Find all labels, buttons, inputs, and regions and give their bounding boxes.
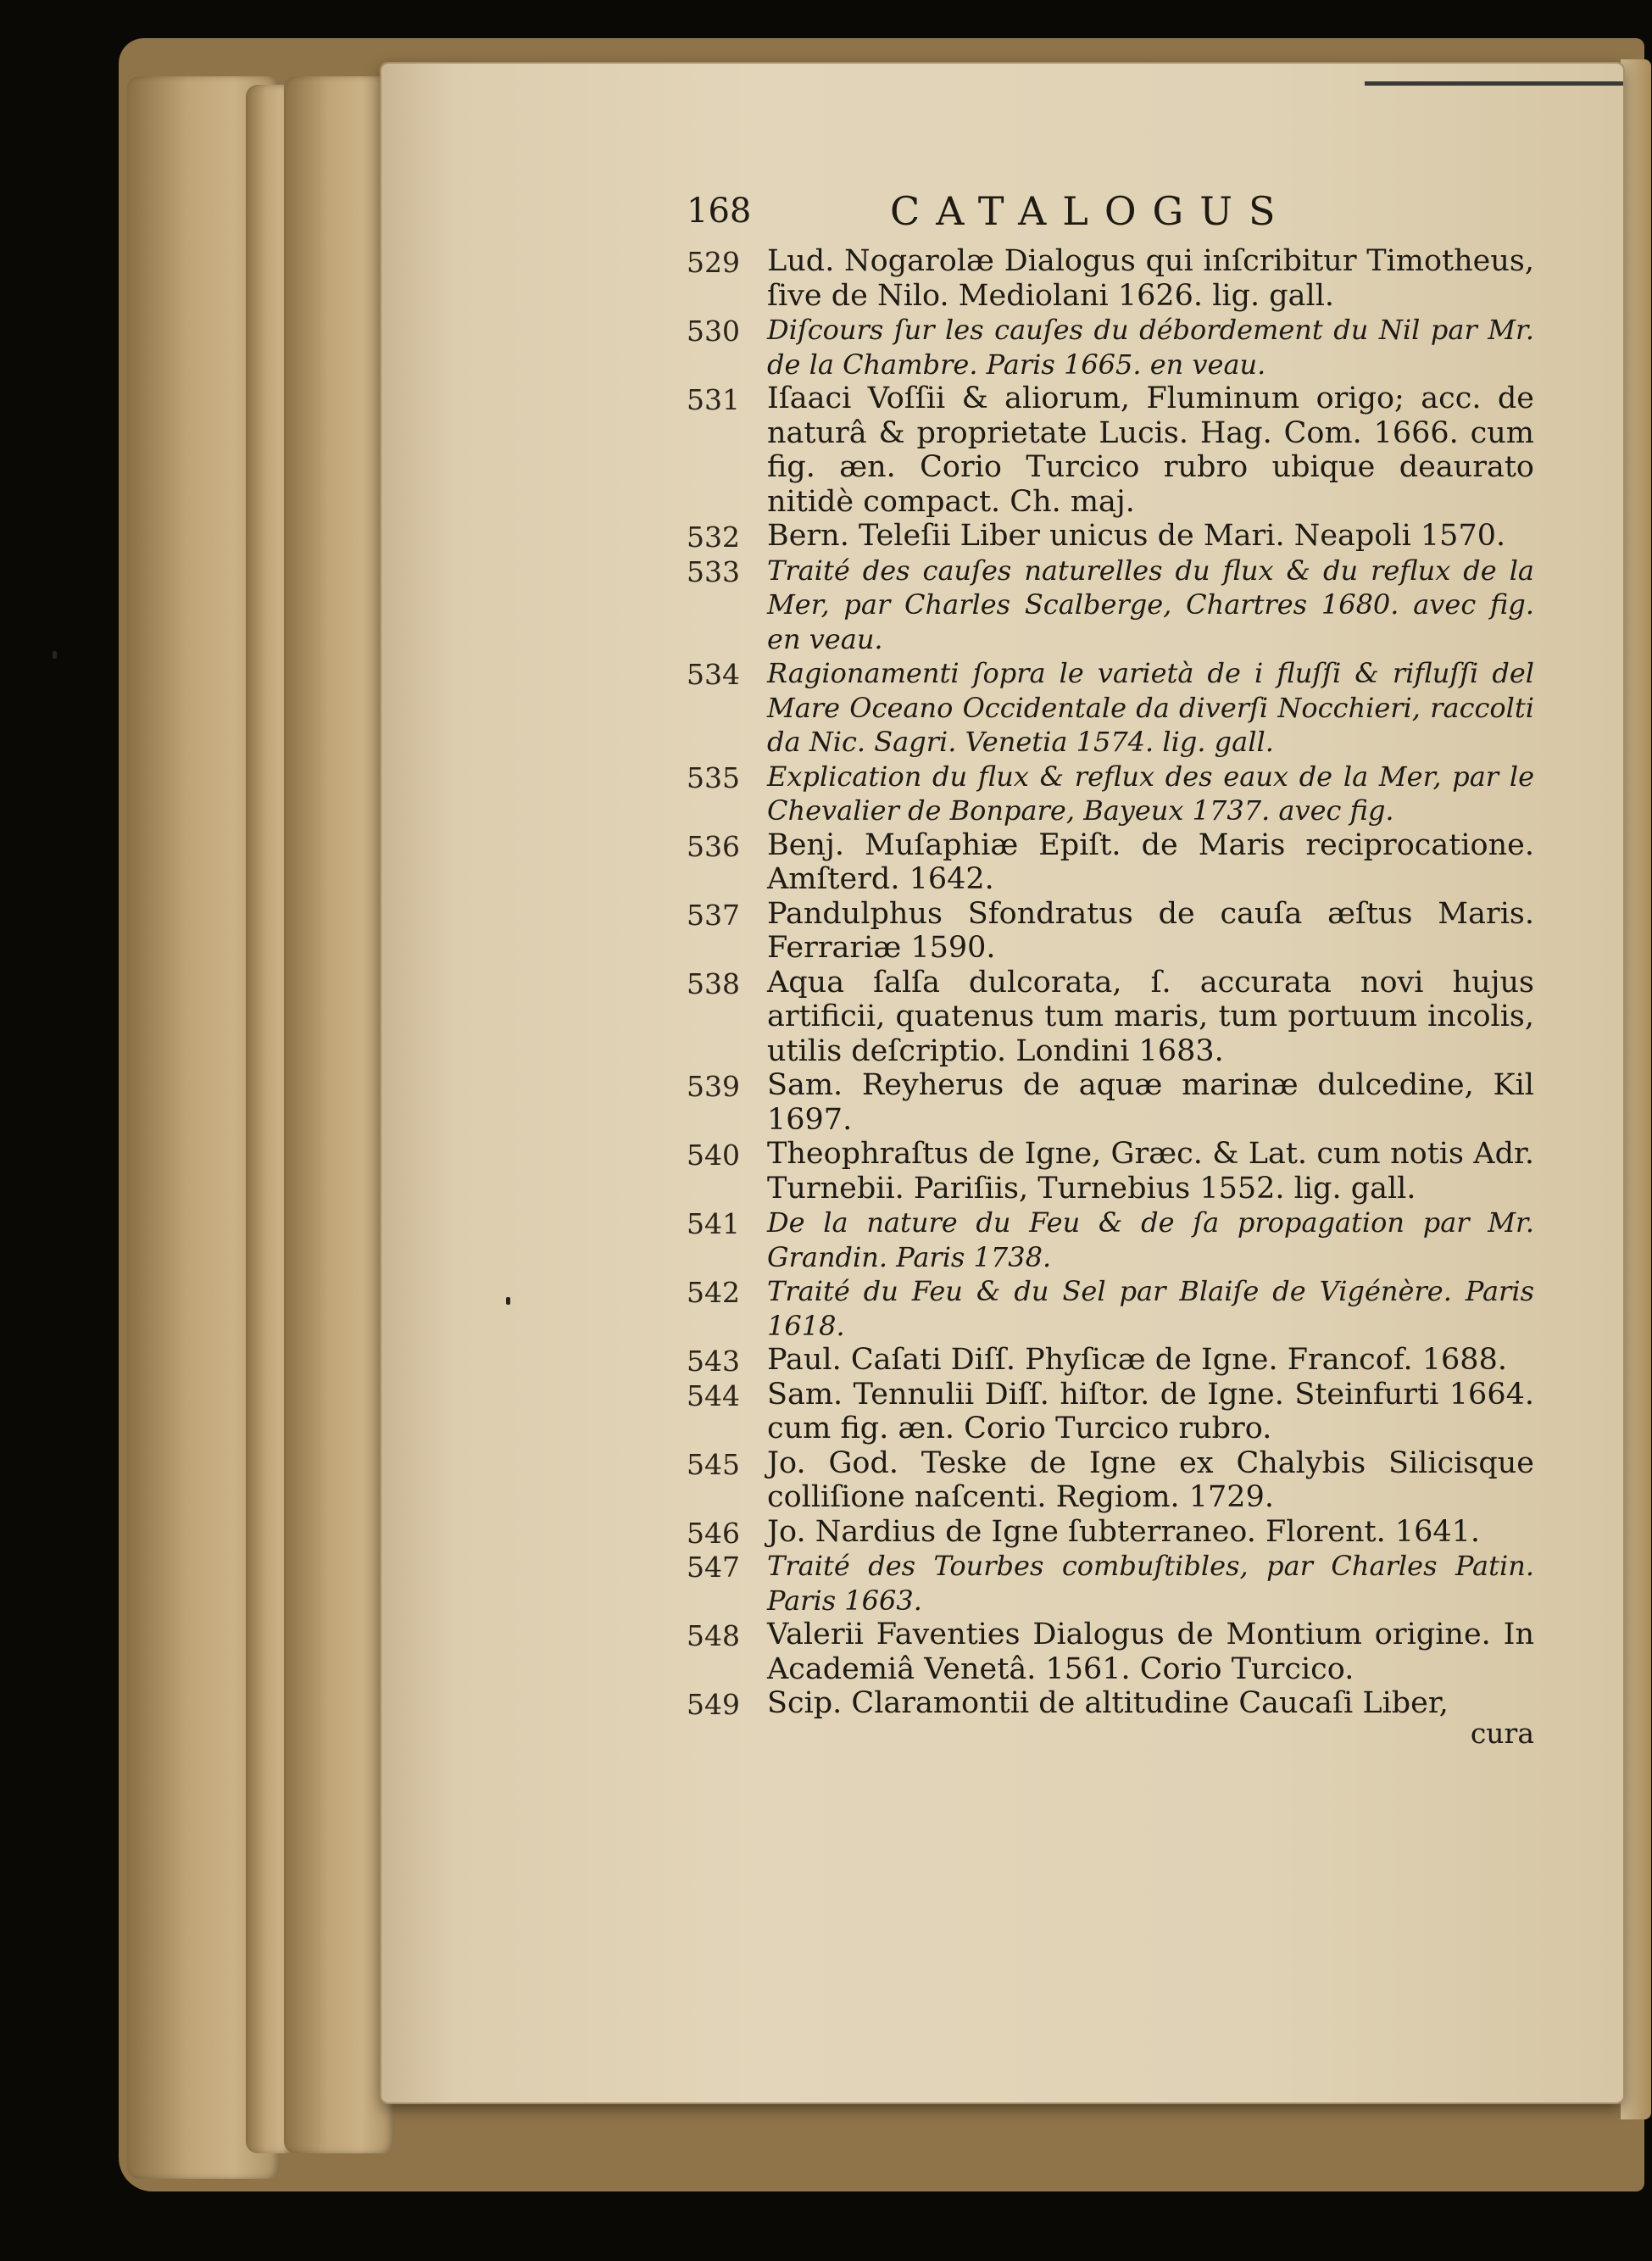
entry-text: Pandulphus Sfondratus de cauſa æſtus Maris. Ferrariæ 1590.: [767, 896, 1534, 965]
entry-text: Traité du Feu & du Sel par Blaiſe de Vigénère. Paris 1618.: [767, 1275, 1534, 1342]
catalog-entry: [687, 1274, 1534, 1343]
catalog-entry: [687, 554, 1534, 657]
entry-text: Traité des Tourbes combuſtibles, par Charles Patin. Paris 1663.: [767, 1550, 1534, 1617]
catalog-entry: [687, 1206, 1534, 1274]
entry-text: Traité des cauſes naturelles du flux & du reflux de la Mer, par Charles Scalberge, Chartres 1680. avec fig. en veau.: [767, 554, 1534, 655]
running-title: CATALOGUS: [890, 188, 1292, 234]
entry-text: Bern. Teleſii Liber unicus de Mari. Neapoli 1570.: [767, 519, 1506, 553]
entry-number: 541: [687, 1207, 740, 1240]
catalog-entry: [687, 828, 1534, 897]
entry-text: Theophraſtus de Igne, Græc. & Lat. cum notis Adr. Turnebii. Pariſiis, Turnebius 1552. lig. gall.: [767, 1137, 1534, 1206]
entry-text: Diſcours ſur les cauſes du débordement du Nil par Mr. de la Chambre. Paris 1665. en veau.: [767, 314, 1534, 381]
entry-text: Paul. Caſati Diſſ. Phyſicæ de Igne. Francof. 1688.: [767, 1343, 1507, 1377]
entry-number: 530: [687, 315, 740, 348]
entry-text: Explication du flux & reflux des eaux de la Mer, par le Chevalier de Bonpare, Bayeux 1737. avec fig.: [767, 760, 1534, 827]
entry-number: 549: [687, 1688, 740, 1721]
entry-number: 535: [687, 760, 740, 794]
entry-number: 547: [687, 1551, 740, 1584]
entry-number: 536: [687, 829, 740, 863]
page-edge-right: [1621, 59, 1651, 2119]
entry-text: Sam. Tennulii Diſſ. hiſtor. de Igne. Steinfurti 1664. cum fig. æn. Corio Turcico rubro.: [767, 1377, 1534, 1445]
entry-number: 542: [687, 1276, 740, 1309]
catchword: cura: [1470, 1716, 1534, 1750]
entry-text: Iſaaci Voſſii & aliorum, Fluminum origo; acc. de naturâ & proprietate Lucis. Hag. Com. 1666. cum fig. æn. Corio Turcico rubro ubique deaurato nitidè compact. Ch. maj.: [767, 381, 1534, 519]
entry-text: Lud. Nogarolæ Dialogus qui inſcribitur Timotheus, ſive de Nilo. Mediolani 1626. lig. gall.: [767, 244, 1534, 313]
catalog-entry: [687, 966, 1534, 1069]
entry-number: 538: [687, 966, 740, 1000]
entry-number: 544: [687, 1378, 740, 1412]
entry-text: Ragionamenti ſopra le varietà de i fluſſi & rifluſſi del Mare Oceano Occidentale da diverſi Nocchieri, raccolti da Nic. Sagri. Venetia 1574. lig. gall.: [767, 657, 1534, 758]
entry-number: 545: [687, 1447, 740, 1481]
catalog-entry: [687, 760, 1534, 828]
entry-text: Scip. Claramontii de altitudine Caucaſi Liber,: [767, 1686, 1449, 1720]
catalog-entry: [687, 519, 1534, 554]
margin-mark: [506, 1297, 510, 1305]
catalog-entry: [687, 656, 1534, 760]
entry-text: Valerii Faventies Dialogus de Montium origine. In Academiâ Venetâ. 1561. Corio Turcico.: [767, 1618, 1534, 1686]
margin-mark: [53, 651, 57, 659]
catalog-entry: [687, 313, 1534, 381]
catalog-entry: [687, 1686, 1534, 1721]
catalog-entry: [687, 1515, 1534, 1550]
entry-number: 531: [687, 383, 740, 416]
catalog-entry: [687, 897, 1534, 966]
entry-number: 539: [687, 1070, 740, 1103]
entry-number: 532: [687, 521, 740, 554]
entry-text: Jo. God. Teske de Igne ex Chalybis Silicisque colliſione naſcenti. Regiom. 1729.: [767, 1445, 1534, 1514]
top-rule: [1365, 81, 1623, 86]
entry-text: Sam. Reyherus de aquæ marinæ dulcedine, Kil 1697.: [767, 1068, 1534, 1137]
entry-number: 540: [687, 1139, 740, 1172]
entry-text: De la nature du Feu & de ſa propagation par Mr. Grandin. Paris 1738.: [767, 1206, 1534, 1273]
entry-text: Benj. Muſaphiæ Epiſt. de Maris reciprocatione. Amſterd. 1642.: [767, 827, 1534, 896]
page-number: 168: [687, 192, 752, 231]
entry-number: 548: [687, 1619, 740, 1652]
entry-number: 529: [687, 246, 740, 279]
page-header: [687, 178, 1534, 244]
catalog-entry: [687, 244, 1534, 313]
catalog-entry: [687, 1446, 1534, 1515]
catalog-entry: [687, 381, 1534, 519]
catalog-entry: [687, 1343, 1534, 1378]
entry-number: 546: [687, 1516, 740, 1550]
entry-number: 537: [687, 898, 740, 932]
entry-number: 533: [687, 554, 740, 588]
entry-text: Jo. Nardius de Igne ſubterraneo. Florent. 1641.: [767, 1514, 1481, 1549]
catalog-entry: [687, 1068, 1534, 1137]
catalog-entry: [687, 1378, 1534, 1446]
page-edges-stack: [284, 76, 394, 2153]
catalog-entry: [687, 1549, 1534, 1618]
entry-number: 543: [687, 1345, 740, 1378]
catalog-text: [687, 178, 1534, 1748]
catalog-entry: [687, 1137, 1534, 1206]
entry-number: 534: [687, 658, 740, 691]
entry-text: Aqua ſalſa dulcorata, ſ. accurata novi hujus artificii, quatenus tum maris, tum portuum incolis, utilis deſcriptio. Londini 1683.: [767, 965, 1534, 1068]
catalog-entry: [687, 1618, 1534, 1686]
